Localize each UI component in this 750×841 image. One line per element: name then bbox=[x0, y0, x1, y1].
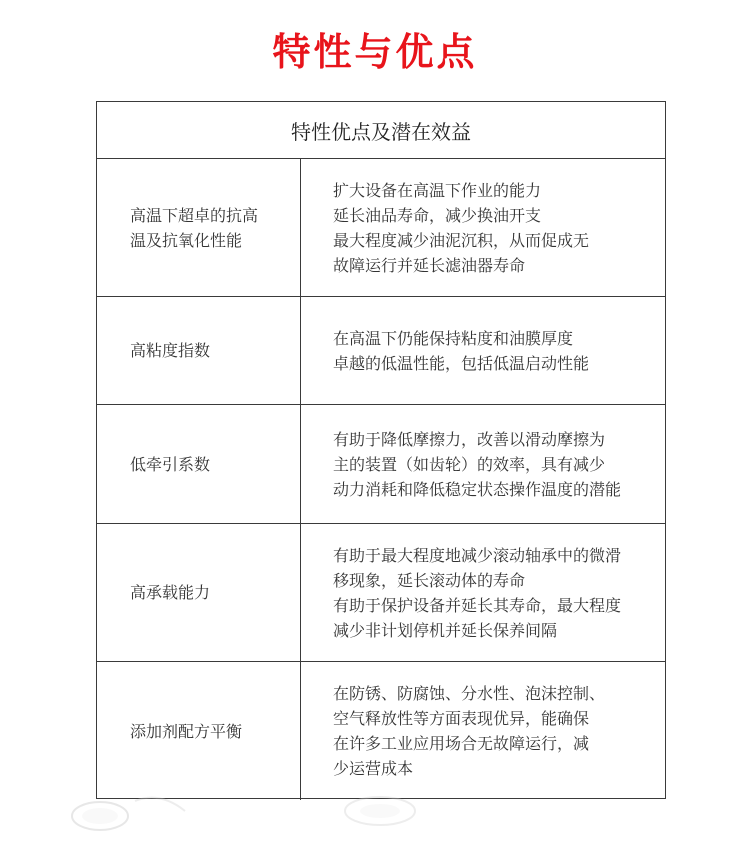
benefit-line: 动力消耗和降低稳定状态操作温度的潜能 bbox=[333, 479, 622, 499]
page-title: 特性与优点 bbox=[272, 30, 478, 74]
benefit-cell bbox=[301, 159, 665, 296]
benefit-line: 在许多工业应用场合无故障运行，减 bbox=[333, 734, 590, 753]
benefit-line: 延长油品寿命，减少换油开支 bbox=[333, 205, 542, 225]
benefit-cell bbox=[301, 662, 665, 800]
benefit-line: 有助于降低摩擦力，改善以滑动摩擦为 bbox=[333, 429, 606, 449]
benefit-line: 有助于最大程度地减少滚动轴承中的微滑 bbox=[333, 545, 622, 565]
feature-label: 高承载能力 bbox=[130, 583, 211, 602]
table-row bbox=[97, 297, 665, 405]
feature-cell bbox=[97, 524, 301, 661]
decorative-glass-shape bbox=[320, 786, 440, 836]
benefit-line: 减少非计划停机并延长保养间隔 bbox=[333, 620, 558, 640]
benefit-cell bbox=[301, 297, 665, 404]
benefit-line: 有助于保护设备并延长其寿命，最大程度 bbox=[333, 595, 622, 615]
feature-cell bbox=[97, 159, 301, 296]
benefit-line: 少运营成本 bbox=[333, 759, 414, 778]
benefit-line: 在防锈、防腐蚀、分水性、泡沫控制、 bbox=[333, 684, 606, 703]
benefit-line: 在高温下仍能保持粘度和油膜厚度 bbox=[333, 328, 574, 348]
table-row bbox=[97, 524, 665, 662]
benefit-line: 主的装置（如齿轮）的效率，具有减少 bbox=[333, 454, 606, 474]
benefit-line: 最大程度减少油泥沉积，从而促成无 bbox=[333, 230, 590, 250]
feature-label: 低牵引系数 bbox=[130, 454, 211, 474]
benefit-line: 移现象，延长滚动体的寿命 bbox=[333, 570, 526, 590]
table-row bbox=[97, 662, 665, 800]
table-row bbox=[97, 159, 665, 297]
feature-cell bbox=[97, 405, 301, 523]
feature-cell bbox=[97, 662, 301, 800]
benefit-line: 卓越的低温性能，包括低温启动性能 bbox=[333, 353, 590, 373]
benefit-line: 故障运行并延长滤油器寿命 bbox=[333, 255, 526, 275]
features-table bbox=[96, 101, 666, 799]
benefit-line: 扩大设备在高温下作业的能力 bbox=[333, 180, 542, 200]
feature-label: 高粘度指数 bbox=[130, 341, 211, 360]
decorative-glass-shape bbox=[60, 781, 200, 841]
table-header: 特性优点及潜在效益 bbox=[97, 102, 665, 159]
benefit-cell bbox=[301, 524, 665, 661]
benefit-cell bbox=[301, 405, 665, 523]
feature-label: 添加剂配方平衡 bbox=[130, 721, 243, 741]
feature-label: 高温下超卓的抗高温及抗氧化性能 bbox=[130, 205, 259, 250]
table-row bbox=[97, 405, 665, 524]
benefit-line: 空气释放性等方面表现优异，能确保 bbox=[333, 709, 590, 728]
feature-cell bbox=[97, 297, 301, 404]
